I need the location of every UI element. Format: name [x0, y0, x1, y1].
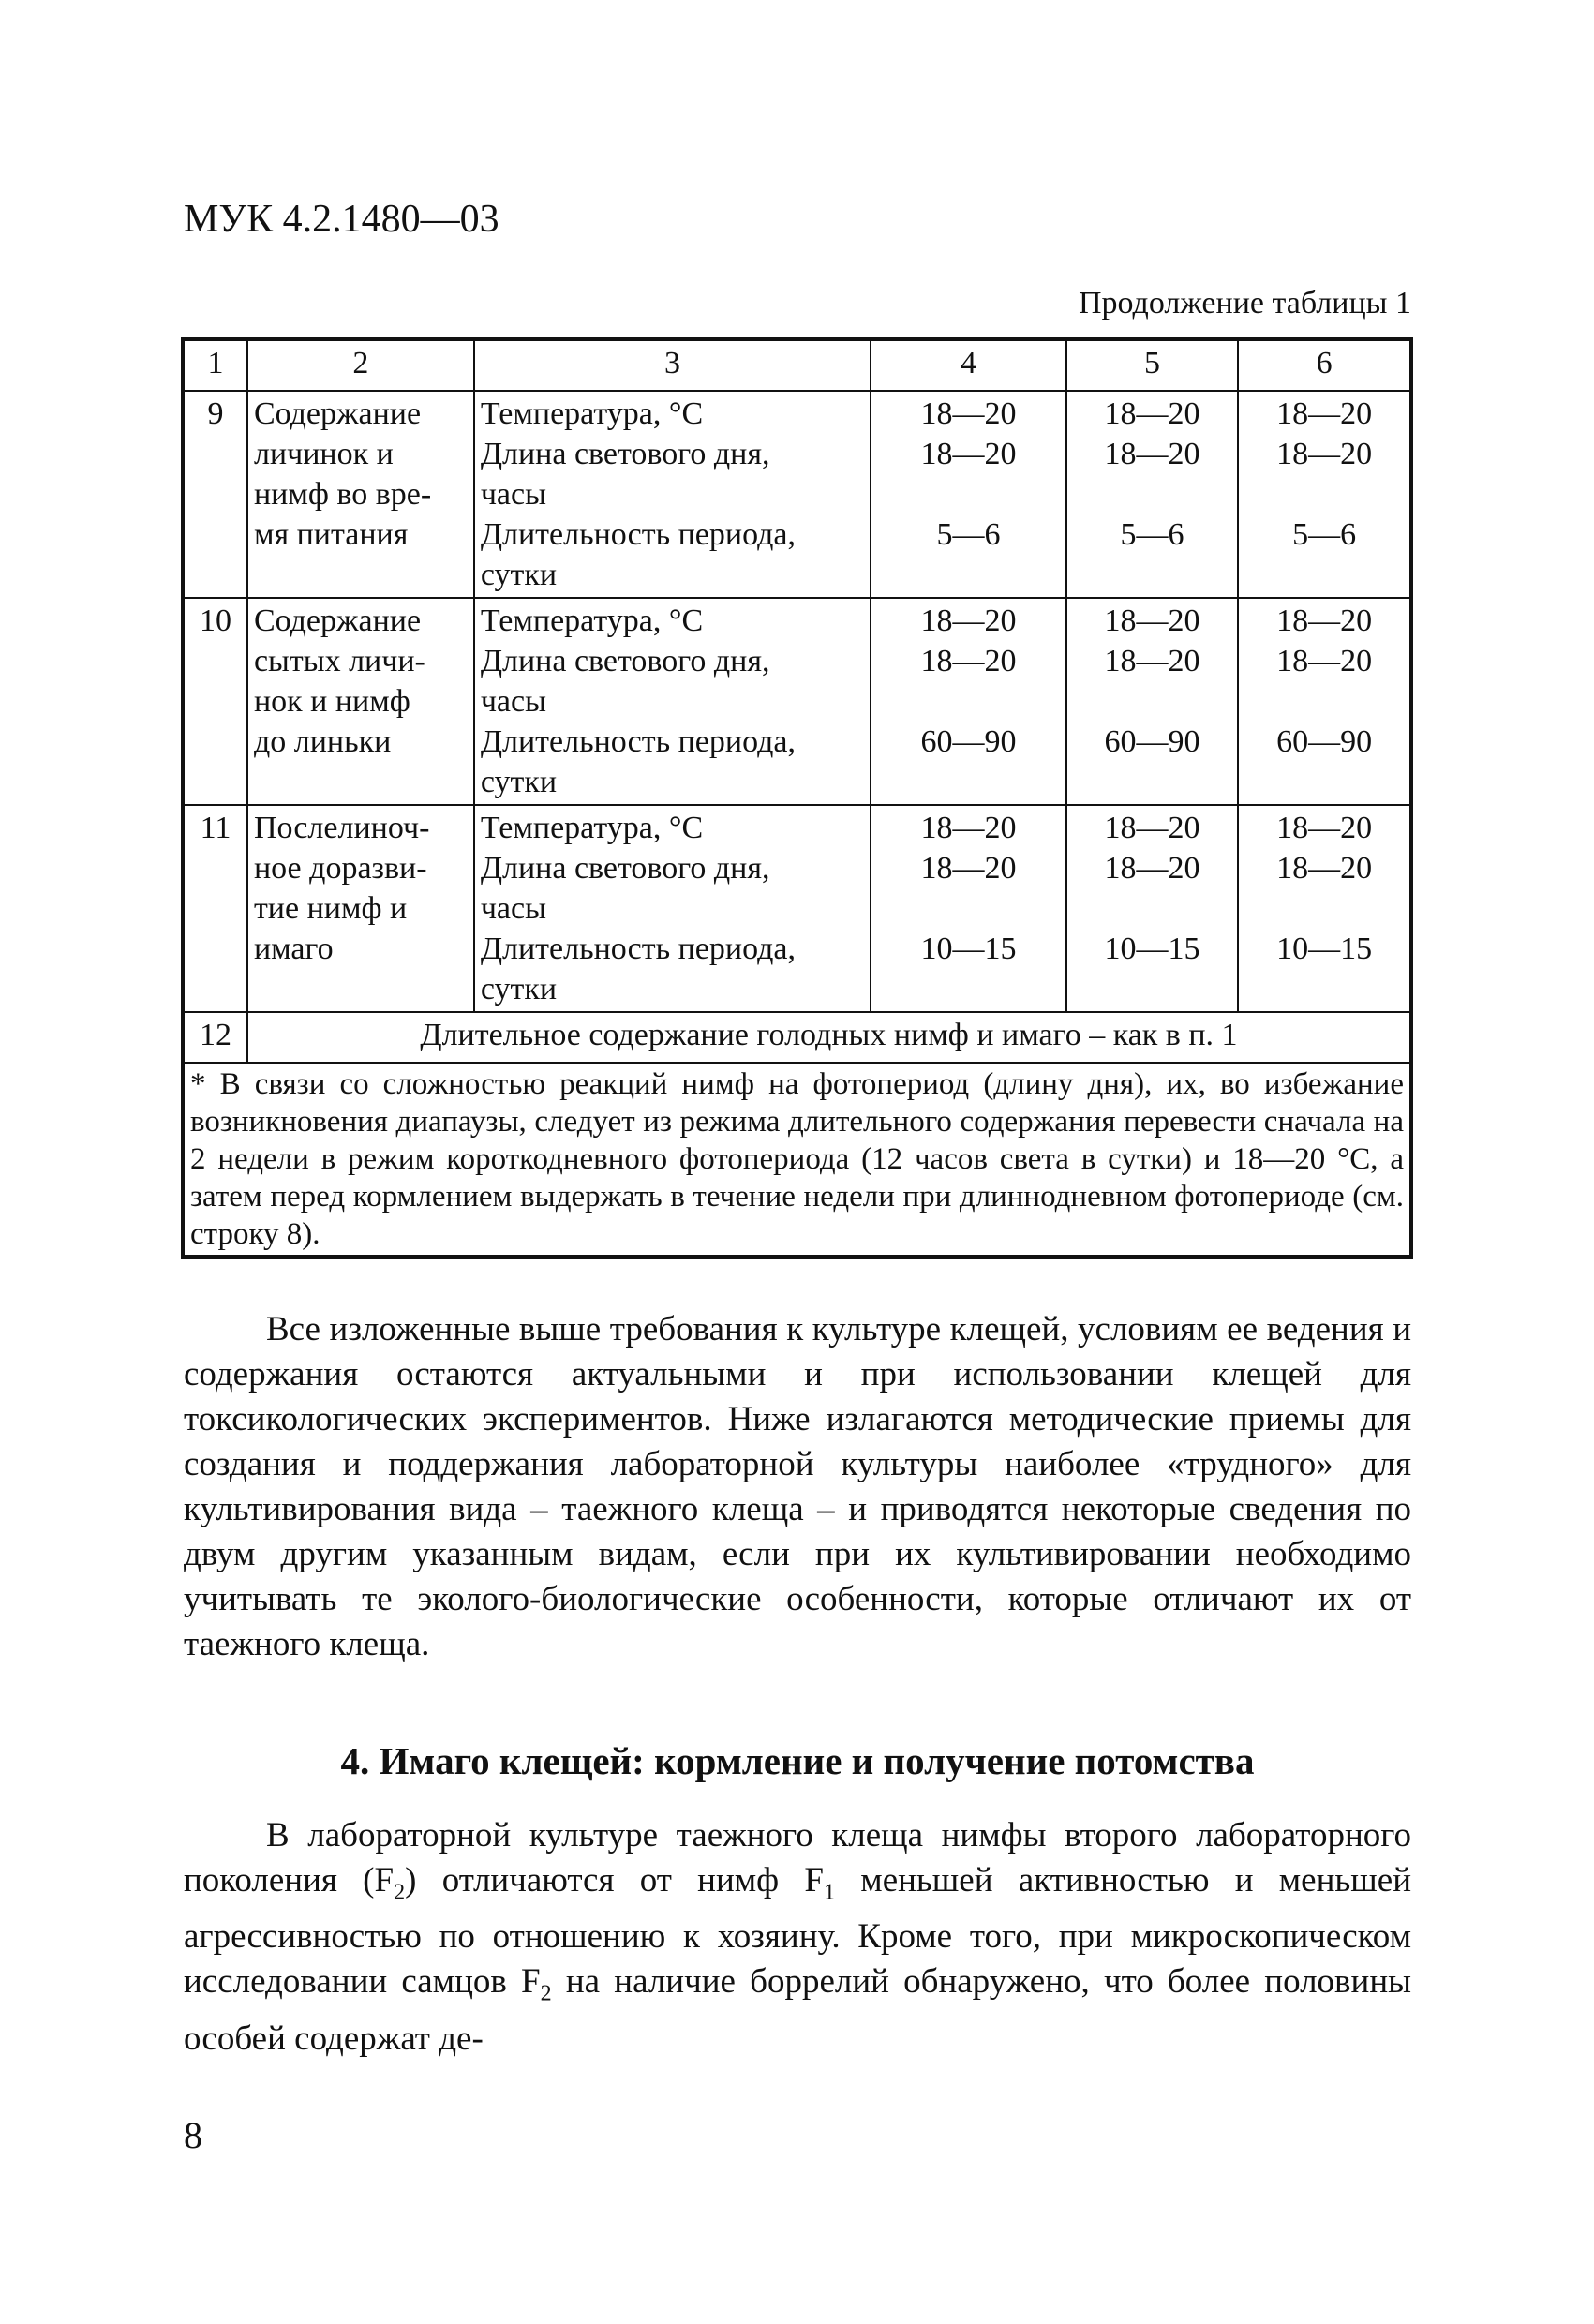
value: 18—20 [1104, 644, 1200, 678]
paragraph [184, 1813, 1411, 2062]
param-line: Длительность периода, [480, 724, 796, 759]
table-row [183, 391, 1411, 598]
value: 18—20 [920, 603, 1017, 638]
stage-line: нок и нимф [253, 684, 410, 719]
value-cell [871, 391, 1066, 598]
col-header: 4 [871, 339, 1066, 391]
text-run: меньшей активностью и меньшей агрессивностью по отношению к хозяину. Кроме того, при микроскопическом исследовании самцов F [184, 1861, 1411, 2002]
param-line: сутки [480, 558, 558, 592]
value: 18—20 [920, 437, 1017, 471]
value: 60—90 [1276, 724, 1373, 759]
section-heading: 4. Имаго клещей: кормление и получение потомства [340, 1739, 1255, 1782]
col-header: 5 [1066, 339, 1239, 391]
param-line: Температура, °С [480, 396, 704, 431]
value: 60—90 [920, 724, 1017, 759]
subscript: 2 [394, 1880, 406, 1905]
param-line: часы [480, 477, 546, 512]
stage-cell [247, 805, 474, 1012]
col-header: 2 [247, 339, 474, 391]
text-run: ) отличаются от нимф F [405, 1861, 824, 1899]
table-header-row [183, 339, 1411, 391]
stage-cell [247, 598, 474, 805]
stage-line: Содержание [253, 603, 422, 638]
table-footnote: * В связи со сложностью реакций нимф на фотопериод (длину дня), их, во избежание возникновения диапаузы, следует из режима длительного содержания перевести сначала на 2 недели в режим короткодневного фотопериода (12 часов света в сутки) и 18—20 °С, а затем перед кормлением выдержать в течение недели при длиннодневном фотопериоде (см. строку 8). [183, 1063, 1411, 1257]
value-cell [1238, 805, 1411, 1012]
table-row [183, 1012, 1411, 1063]
param-line: Длительность периода, [480, 931, 796, 966]
row-number: 11 [183, 805, 247, 1012]
value-cell [1066, 805, 1239, 1012]
paragraph: Все изложенные выше требования к культуре клещей, условиям ее ведения и содержания остаются актуальными и при использовании клещей для токсикологических экспериментов. Ниже излагаются методические приемы для создания и поддержания лабораторной культуры наиболее «трудного» для культивирования вида – таежного клеща – и приводятся некоторые сведения по двум другим указанным видам, если при их культивировании необходимо учитывать те эколого-биологические особенности, которые отличают их от таежного клеща. [184, 1310, 1411, 1663]
document-code: МУК 4.2.1480—03 [184, 198, 499, 241]
stage-line: ное доразви- [253, 851, 427, 886]
value: 18—20 [920, 811, 1017, 845]
param-line: Длина светового дня, [480, 851, 770, 886]
conditions-table [181, 337, 1413, 1259]
value: 18—20 [1276, 603, 1373, 638]
value: 18—20 [920, 396, 1017, 431]
value: 18—20 [1276, 396, 1373, 431]
text-run: на наличие боррелий обнаружено, что более половины особей содержат де- [184, 1962, 1411, 2058]
params-cell [474, 805, 871, 1012]
value: 18—20 [1276, 437, 1373, 471]
value: 5—6 [936, 517, 1001, 552]
param-line: Длина светового дня, [480, 437, 770, 471]
col-header: 3 [474, 339, 871, 391]
value-cell [1238, 391, 1411, 598]
value: 18—20 [1276, 811, 1373, 845]
value-cell [871, 598, 1066, 805]
param-line: сутки [480, 765, 558, 799]
stage-line: тие нимф и [253, 891, 408, 926]
value-cell [1066, 598, 1239, 805]
stage-cell [247, 391, 474, 598]
value: 18—20 [1104, 603, 1200, 638]
col-header: 1 [183, 339, 247, 391]
table-row [183, 805, 1411, 1012]
row-number: 12 [183, 1012, 247, 1063]
value: 10—15 [920, 931, 1017, 966]
stage-line: до линьки [253, 724, 392, 759]
params-cell [474, 598, 871, 805]
value: 18—20 [1276, 644, 1373, 678]
stage-line: имаго [253, 931, 334, 966]
params-cell [474, 391, 871, 598]
param-line: Длительность периода, [480, 517, 796, 552]
subscript: 2 [540, 1981, 552, 2006]
stage-line: мя питания [253, 517, 409, 552]
stage-line: Послелиноч- [253, 811, 430, 845]
param-line: сутки [480, 972, 558, 1006]
value-cell [1238, 598, 1411, 805]
value: 5—6 [1292, 517, 1357, 552]
subscript: 1 [824, 1880, 836, 1905]
page-number: 8 [184, 2114, 202, 2156]
value: 18—20 [1104, 396, 1200, 431]
value: 5—6 [1120, 517, 1184, 552]
text-run: В лабораторной культуре таежного клеща нимфы второго лабораторного поколения (F [184, 1816, 1411, 1899]
param-line: Длина светового дня, [480, 644, 770, 678]
param-line: часы [480, 891, 546, 926]
value: 10—15 [1276, 931, 1373, 966]
stage-line: сытых личи- [253, 644, 425, 678]
row-number: 10 [183, 598, 247, 805]
col-header: 6 [1238, 339, 1411, 391]
param-line: Температура, °С [480, 603, 704, 638]
stage-line: личинок и [253, 437, 394, 471]
value: 18—20 [1276, 851, 1373, 886]
value-cell [1066, 391, 1239, 598]
value: 18—20 [1104, 811, 1200, 845]
stage-line: Содержание [253, 396, 422, 431]
footnote-row [183, 1063, 1411, 1257]
table-row [183, 598, 1411, 805]
value: 10—15 [1104, 931, 1200, 966]
value-cell [871, 805, 1066, 1012]
value: 60—90 [1104, 724, 1200, 759]
value: 18—20 [1104, 851, 1200, 886]
row-number: 9 [183, 391, 247, 598]
param-line: Температура, °С [480, 811, 704, 845]
merged-cell: Длительное содержание голодных нимф и имаго – как в п. 1 [247, 1012, 1411, 1063]
value: 18—20 [920, 644, 1017, 678]
stage-line: нимф во вре- [253, 477, 432, 512]
param-line: часы [480, 684, 546, 719]
value: 18—20 [920, 851, 1017, 886]
value: 18—20 [1104, 437, 1200, 471]
table-caption: Продолжение таблицы 1 [1078, 286, 1411, 320]
